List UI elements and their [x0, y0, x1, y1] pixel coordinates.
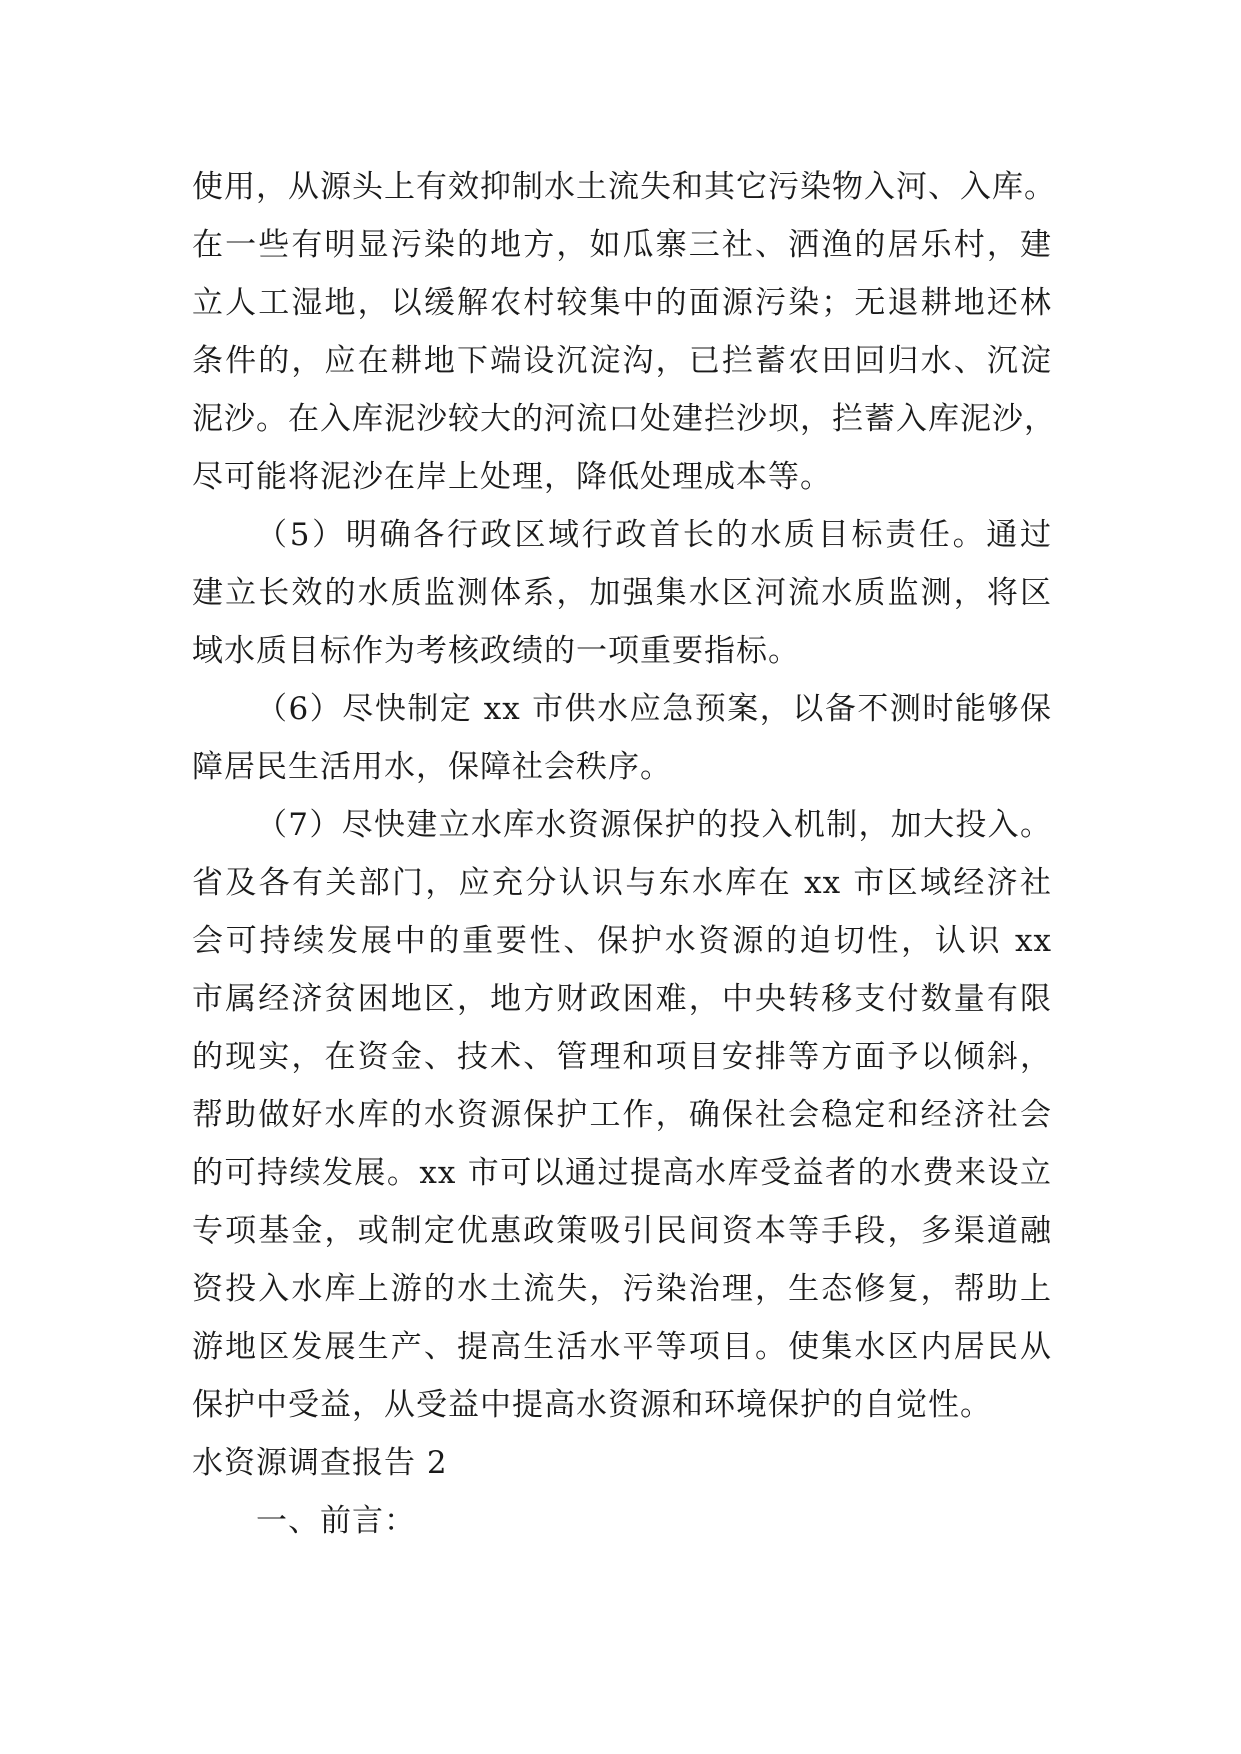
paragraph-line: 资投入水库上游的水土流失，污染治理，生态修复，帮助上 — [192, 1271, 1052, 1307]
paragraph-line: 建立长效的水质监测体系，加强集水区河流水质监测，将区 — [192, 575, 1052, 611]
paragraph-line: 的可持续发展。xx 市可以通过提高水库受益者的水费来设立 — [192, 1155, 1052, 1191]
subsection-heading: 一、前言： — [256, 1503, 416, 1539]
section-heading: 水资源调查报告 2 — [192, 1445, 448, 1481]
paragraph-line: 障居民生活用水，保障社会秩序。 — [192, 749, 672, 785]
document-body — [192, 158, 1056, 1550]
paragraph-line: 保护中受益，从受益中提高水资源和环境保护的自觉性。 — [192, 1387, 992, 1423]
paragraph-line: （7）尽快建立水库水资源保护的投入机制，加大投入。 — [256, 807, 1052, 843]
paragraph-line: 专项基金，或制定优惠政策吸引民间资本等手段，多渠道融 — [192, 1213, 1052, 1249]
paragraph-line: 会可持续发展中的重要性、保护水资源的迫切性，认识 xx — [192, 923, 1052, 959]
paragraph-line: 立人工湿地，以缓解农村较集中的面源污染；无退耕地还林 — [192, 285, 1052, 321]
paragraph-line: 游地区发展生产、提高生活水平等项目。使集水区内居民从 — [192, 1329, 1052, 1365]
paragraph-line: 使用，从源头上有效抑制水土流失和其它污染物入河、入库。 — [192, 169, 1056, 205]
paragraph-line: 在一些有明显污染的地方，如瓜寨三社、洒渔的居乐村，建 — [192, 227, 1052, 263]
paragraph-line: （5）明确各行政区域行政首长的水质目标责任。通过 — [256, 517, 1052, 553]
paragraph-line: 省及各有关部门，应充分认识与东水库在 xx 市区域经济社 — [192, 865, 1052, 901]
paragraph-line: 的现实，在资金、技术、管理和项目安排等方面予以倾斜， — [192, 1039, 1052, 1075]
paragraph-line: 条件的，应在耕地下端设沉淀沟，已拦蓄农田回归水、沉淀 — [192, 343, 1052, 379]
paragraph-line: 市属经济贫困地区，地方财政困难，中央转移支付数量有限 — [192, 981, 1052, 1017]
paragraph-line: 帮助做好水库的水资源保护工作，确保社会稳定和经济社会 — [192, 1097, 1052, 1133]
paragraph-line: 域水质目标作为考核政绩的一项重要指标。 — [192, 633, 800, 669]
paragraph-line: 泥沙。在入库泥沙较大的河流口处建拦沙坝，拦蓄入库泥沙， — [192, 401, 1056, 437]
paragraph-line: （6）尽快制定 xx 市供水应急预案，以备不测时能够保 — [256, 691, 1052, 727]
paragraph-line: 尽可能将泥沙在岸上处理，降低处理成本等。 — [192, 459, 832, 495]
